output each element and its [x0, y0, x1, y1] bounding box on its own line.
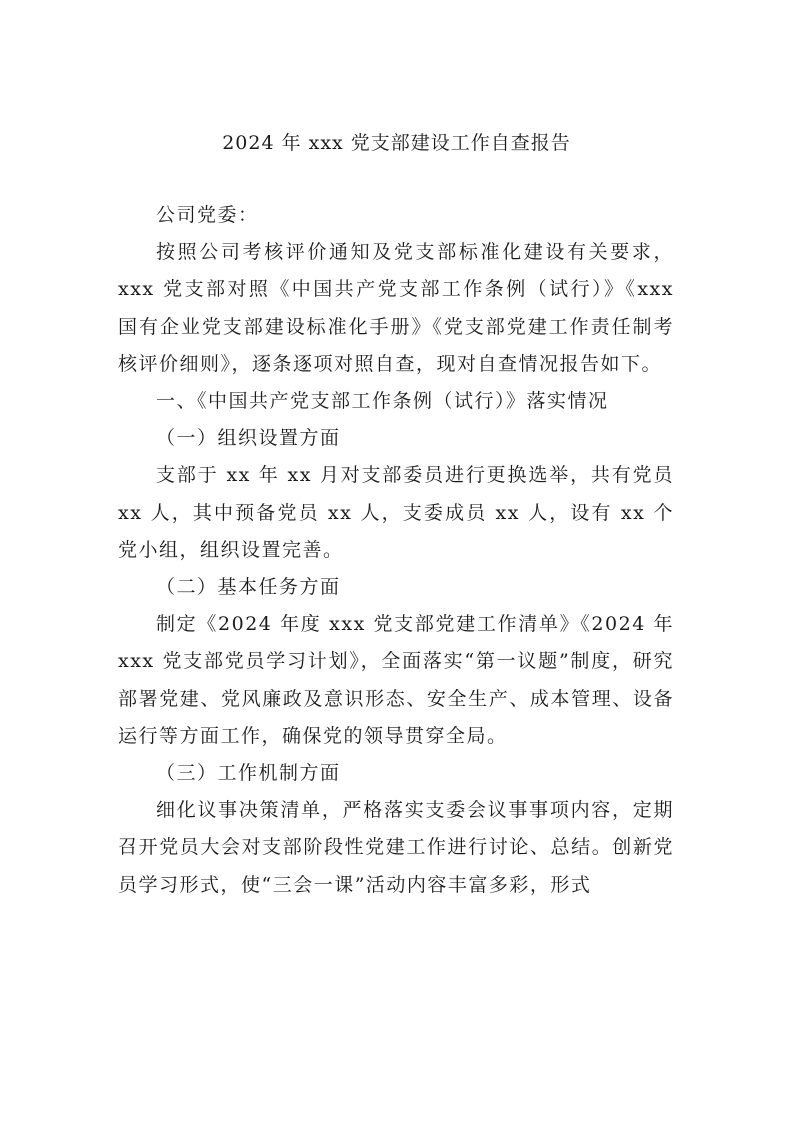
document-body	[118, 197, 674, 904]
section-1-heading: 一、《中国共产党支部工作条例（试行）》落实情况	[156, 390, 609, 413]
subsection-3-heading: （三）工作机制方面	[156, 762, 341, 785]
subsection-2-paragraph: 制定《2024 年度 xxx 党支部党建工作清单》《2024 年 xxx 党支部党员学习计划》，全面落实“第一议题”制度，研究部署党建、党风廉政及意识形态、安全生产、成本管理、设备运行等方面工作，确保党的领导贯穿全局。	[118, 613, 674, 747]
intro-paragraph: 按照公司考核评价通知及党支部标准化建设有关要求，xxx 党支部对照《中国共产党支部工作条例（试行）》《xxx 国有企业党支部建设标准化手册》《党支部党建工作责任制考核评价细则》，逐条逐项对照自查，现对自查情况报告如下。	[118, 241, 674, 375]
subsection-1-heading: （一）组织设置方面	[156, 427, 341, 450]
subsection-3-paragraph: 细化议事决策清单，严格落实支委会议事事项内容，定期召开党员大会对支部阶段性党建工作进行讨论、总结。创新党员学习形式，使“三会一课”活动内容丰富多彩，形式	[118, 799, 674, 896]
subsection-2-heading: （二）基本任务方面	[156, 576, 341, 599]
document-title: 2024 年 xxx 党支部建设工作自查报告	[222, 132, 571, 154]
subsection-1-paragraph: 支部于 xx 年 xx 月对支部委员进行更换选举，共有党员 xx 人，其中预备党员 xx 人，支委成员 xx 人，设有 xx 个党小组，组织设置完善。	[118, 464, 674, 561]
salutation: 公司党委：	[156, 204, 259, 226]
